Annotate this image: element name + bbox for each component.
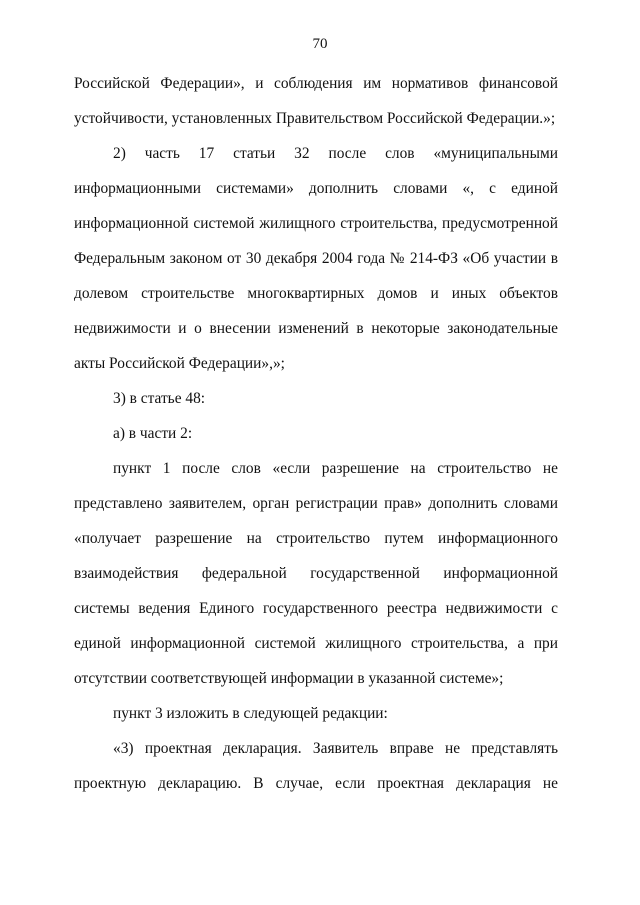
document-body [74,66,558,801]
paragraph-point-3-intro: пункт 3 изложить в следующей редакции: [113,705,388,722]
page-number: 70 [312,36,328,52]
paragraph-point-3-text: «3) проектная декларация. Заявитель вправе не представлять проектную декларацию. В случае, если проектная декларация не [74,740,558,792]
paragraph-continuation: Российской Федерации», и соблюдения им нормативов финансовой устойчивости, установленных Правительством Российской Федерации.»; [74,75,558,127]
paragraph-point-1: пункт 1 после слов «если разрешение на строительство не представлено заявителем, орган регистрации прав» дополнить словами «получает разрешение на строительство путем информационного взаимодействия федеральной государственной информационной системы ведения Единого государственного реестра недвижимости с единой информационной системой жилищного строительства, а при отсутствии соответствующей информации в указанной системе»; [74,460,558,687]
paragraph-item-3: 3) в статье 48: [113,390,206,407]
paragraph-item-2: 2) часть 17 статьи 32 после слов «муниципальными информационными системами» дополнить словами «, с единой информационной системой жилищного строительства, предусмотренной Федеральным законом от 30 декабря 2004 года № 214-ФЗ «Об участии в долевом строительстве многоквартирных домов и иных объектов недвижимости и о внесении изменений в некоторые законодательные акты Российской Федерации»,»; [74,145,558,372]
paragraph-subitem-a: а) в части 2: [113,425,193,442]
